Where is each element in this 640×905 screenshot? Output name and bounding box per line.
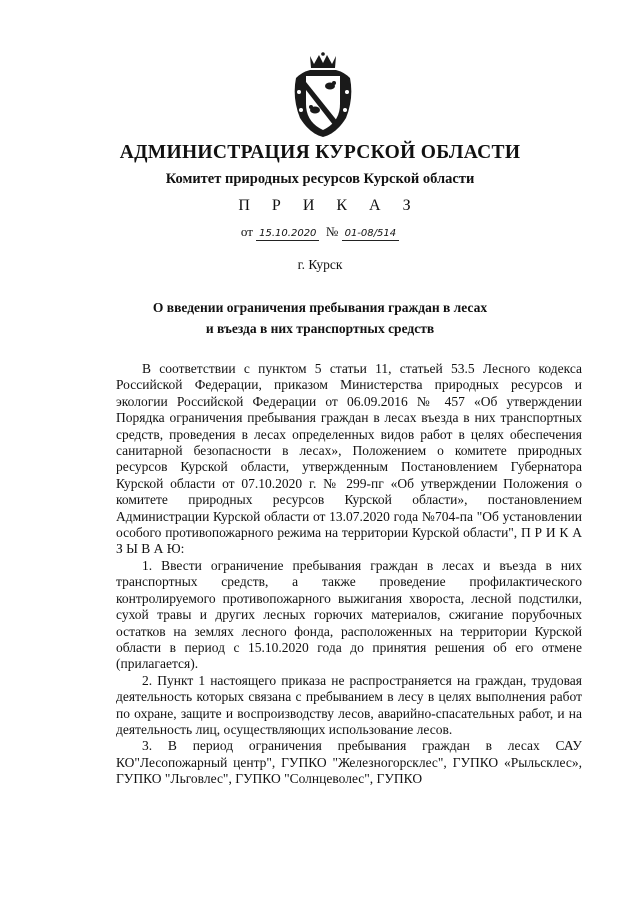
document-body	[116, 361, 582, 788]
order-subject	[0, 297, 640, 339]
number-label: №	[325, 224, 339, 239]
item-2-paragraph: 2. Пункт 1 настоящего приказа не распространяется на граждан, трудовая деятельность которых связана с пребыванием в лесу в целях выполнения работ по охране, защите и воспроизводству лесов, аварийно-спасательных работ, и на деятельность лиц, осуществляющих использование лесов.	[116, 672, 582, 737]
order-number: 01-08/514	[342, 228, 400, 241]
from-label: от	[240, 224, 253, 239]
coat-of-arms-emblem	[290, 52, 356, 138]
subject-line-2: и въезда в них транспортных средств	[205, 321, 435, 336]
subject-line-1: О введении ограничения пребывания граждан в лесах	[152, 300, 488, 315]
item-3-paragraph: 3. В период ограничения пребывания граждан в лесах САУ КО"Лесопожарный центр", ГУПКО "Железногорсклес", ГУПКО «Рыльсклес», ГУПКО "Льговлес", ГУПКО "Солнцеволес", ГУПКО	[116, 738, 582, 787]
order-date: 15.10.2020	[256, 228, 319, 241]
city: г. Курск	[297, 257, 343, 272]
order-date-number	[0, 224, 640, 241]
administration-title: АДМИНИСТРАЦИЯ КУРСКОЙ ОБЛАСТИ	[119, 142, 521, 163]
preamble-paragraph: В соответствии с пунктом 5 статьи 11, статьей 53.5 Лесного кодекса Российской Федерации, приказом Министерства природных ресурсов и экологии Российской Федерации от 06.09.2016 № 457 «Об утверждении Порядка ограничения пребывания граждан в лесах въезда в них транспортных средств, проведения в лесах определенных видов работ в целях обеспечения санитарной безопасности в лесах», Положением о комитете природных ресурсов Курской области, утвержденным Постановлением Губернатора Курской области от 07.10.2020 г. № 299-пг «Об утверждении Положения о комитете природных ресурсов Курской области», постановлением Администрации Курской области от 13.07.2020 года №704-па "Об установлении особого противопожарного режима на территории Курской области", П Р И К А З Ы В А Ю:	[116, 361, 582, 557]
document-type: П Р И К А З	[238, 197, 420, 214]
committee-name: Комитет природных ресурсов Курской области	[165, 171, 475, 187]
item-1-paragraph: 1. Ввести ограничение пребывания граждан в лесах и въезда в них транспортных средств, а также проведение профилактического контролируемого противопожарного выжигания хвороста, лесной подстилки, сухой травы и других лесных горючих материалов, сжигание порубочных остатков на землях лесного фонда, расположенных на территории Курской области в период с 15.10.2020 года до принятия решения об его отмене (прилагается).	[116, 557, 582, 672]
